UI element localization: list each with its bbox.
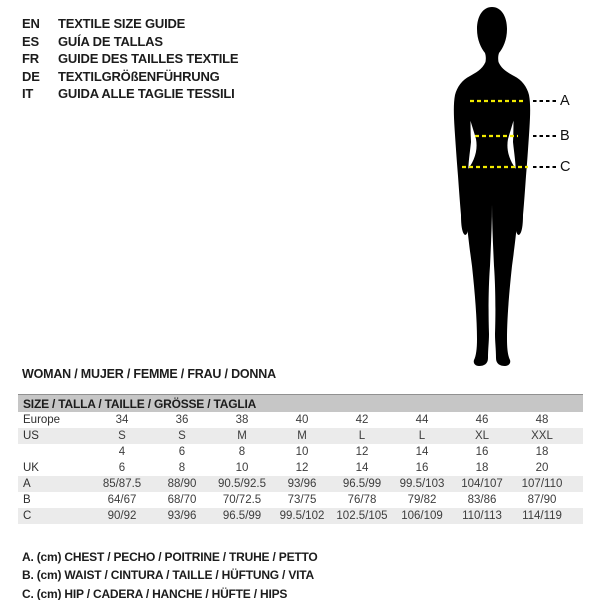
size-table-header: SIZE / TALLA / TAILLE / GRÖSSE / TAGLIA — [18, 395, 583, 413]
table-title: WOMAN / MUJER / FEMME / FRAU / DONNA — [22, 367, 276, 381]
size-value-cell: 12 — [355, 446, 369, 458]
size-value-cell: 18 — [475, 462, 489, 474]
table-row — [18, 428, 583, 444]
size-value-cell: 79/82 — [407, 494, 437, 506]
row-label-cell: US — [18, 428, 92, 444]
size-value-cell: 99.5/103 — [392, 476, 452, 492]
row-label-cell: C — [18, 508, 92, 524]
size-value-cell: 38 — [235, 414, 249, 426]
size-value-cell: 44 — [415, 414, 429, 426]
legend-line: A. (cm) CHEST / PECHO / POITRINE / TRUHE / PETTO — [22, 550, 318, 564]
size-value-cell: 14 — [355, 462, 369, 474]
size-value-cell: 106/109 — [392, 508, 452, 524]
size-value-cell: 93/96 — [272, 476, 332, 492]
size-value-cell: 10 — [235, 462, 249, 474]
size-value-cell: M — [212, 428, 272, 444]
size-value-cell: 102.5/105 — [332, 508, 392, 524]
marker-b-label: B — [560, 128, 570, 144]
size-value-cell: 18 — [535, 446, 549, 458]
size-value-cell: 16 — [415, 462, 429, 474]
size-value-cell: 104/107 — [452, 476, 512, 492]
legend-line: C. (cm) HIP / CADERA / HANCHE / HÜFTE / HIPS — [22, 586, 288, 600]
measure-legend — [22, 548, 318, 600]
size-value-cell: 76/78 — [347, 494, 377, 506]
size-value-cell: 107/110 — [512, 476, 572, 492]
woman-silhouette — [440, 4, 600, 370]
size-value-cell: M — [272, 428, 332, 444]
table-row — [18, 508, 583, 524]
language-title: TEXTILGRÖßENFÜHRUNG — [58, 68, 220, 84]
size-value-cell: 6 — [178, 446, 186, 458]
size-value-cell: 64/67 — [107, 494, 137, 506]
size-value-cell: XXL — [512, 428, 572, 444]
language-code: EN — [22, 16, 40, 31]
size-value-cell: L — [332, 428, 392, 444]
row-label-cell: UK — [23, 462, 39, 474]
size-value-cell: 70/72.5 — [222, 494, 262, 506]
size-value-cell: 90/92 — [92, 508, 152, 524]
language-title: TEXTILE SIZE GUIDE — [58, 16, 186, 31]
size-value-cell: 93/96 — [152, 508, 212, 524]
row-label-cell — [18, 444, 92, 460]
filler-cell — [572, 492, 583, 508]
size-value-cell: 14 — [415, 446, 429, 458]
size-value-cell: 40 — [295, 414, 309, 426]
size-value-cell: XL — [452, 428, 512, 444]
size-value-cell: 6 — [118, 462, 126, 474]
filler-cell — [572, 476, 583, 492]
size-value-cell: 16 — [475, 446, 489, 458]
row-label-cell: A — [18, 476, 92, 492]
size-value-cell: 85/87.5 — [92, 476, 152, 492]
filler-cell — [572, 444, 583, 460]
size-value-cell: 110/113 — [452, 508, 512, 524]
size-value-cell: 96.5/99 — [332, 476, 392, 492]
size-value-cell: L — [392, 428, 452, 444]
language-title: GUIDA ALLE TAGLIE TESSILI — [58, 86, 235, 101]
table-row — [18, 444, 583, 460]
language-title: GUÍA DE TALLAS — [58, 33, 163, 49]
size-value-cell: 20 — [535, 462, 549, 474]
size-value-cell: 36 — [175, 414, 189, 426]
size-value-cell: 10 — [295, 446, 309, 458]
filler-cell — [572, 460, 583, 476]
marker-c-label: C — [560, 159, 571, 175]
table-row — [18, 476, 583, 492]
table-row — [18, 460, 583, 476]
legend-line: B. (cm) WAIST / CINTURA / TAILLE / HÜFTUNG / VITA — [22, 568, 314, 583]
size-value-cell: S — [152, 428, 212, 444]
size-value-cell: 42 — [355, 414, 369, 426]
silhouette-left-arm — [454, 76, 471, 235]
filler-cell — [572, 412, 583, 428]
size-value-cell: 48 — [535, 414, 549, 426]
language-code: DE — [22, 68, 40, 84]
silhouette-right-arm — [513, 76, 530, 235]
size-table-header-row — [18, 395, 583, 413]
row-label-cell: B — [23, 494, 31, 506]
size-value-cell: S — [92, 428, 152, 444]
language-code: FR — [22, 51, 39, 66]
silhouette-body — [464, 7, 520, 366]
size-value-cell: 12 — [295, 462, 309, 474]
row-label-cell: Europe — [23, 414, 61, 426]
marker-a-label: A — [560, 93, 570, 109]
table-row — [18, 412, 583, 428]
size-value-cell: 73/75 — [287, 494, 317, 506]
filler-cell — [572, 428, 583, 444]
filler-cell — [572, 508, 583, 524]
language-title: GUIDE DES TAILLES TEXTILE — [58, 51, 239, 66]
size-value-cell: 34 — [115, 414, 129, 426]
size-value-cell: 46 — [475, 414, 489, 426]
size-value-cell: 83/86 — [467, 494, 497, 506]
table-row — [18, 492, 583, 508]
size-value-cell: 96.5/99 — [212, 508, 272, 524]
size-value-cell: 4 — [118, 446, 126, 458]
size-value-cell: 87/90 — [527, 494, 557, 506]
size-value-cell: 68/70 — [167, 494, 197, 506]
size-value-cell: 88/90 — [152, 476, 212, 492]
size-value-cell: 8 — [178, 462, 186, 474]
size-value-cell: 99.5/102 — [272, 508, 332, 524]
size-value-cell: 90.5/92.5 — [212, 476, 272, 492]
size-table — [18, 394, 583, 524]
language-code: ES — [22, 33, 39, 49]
language-code: IT — [22, 86, 34, 101]
size-value-cell: 114/119 — [512, 508, 572, 524]
size-value-cell: 8 — [238, 446, 246, 458]
